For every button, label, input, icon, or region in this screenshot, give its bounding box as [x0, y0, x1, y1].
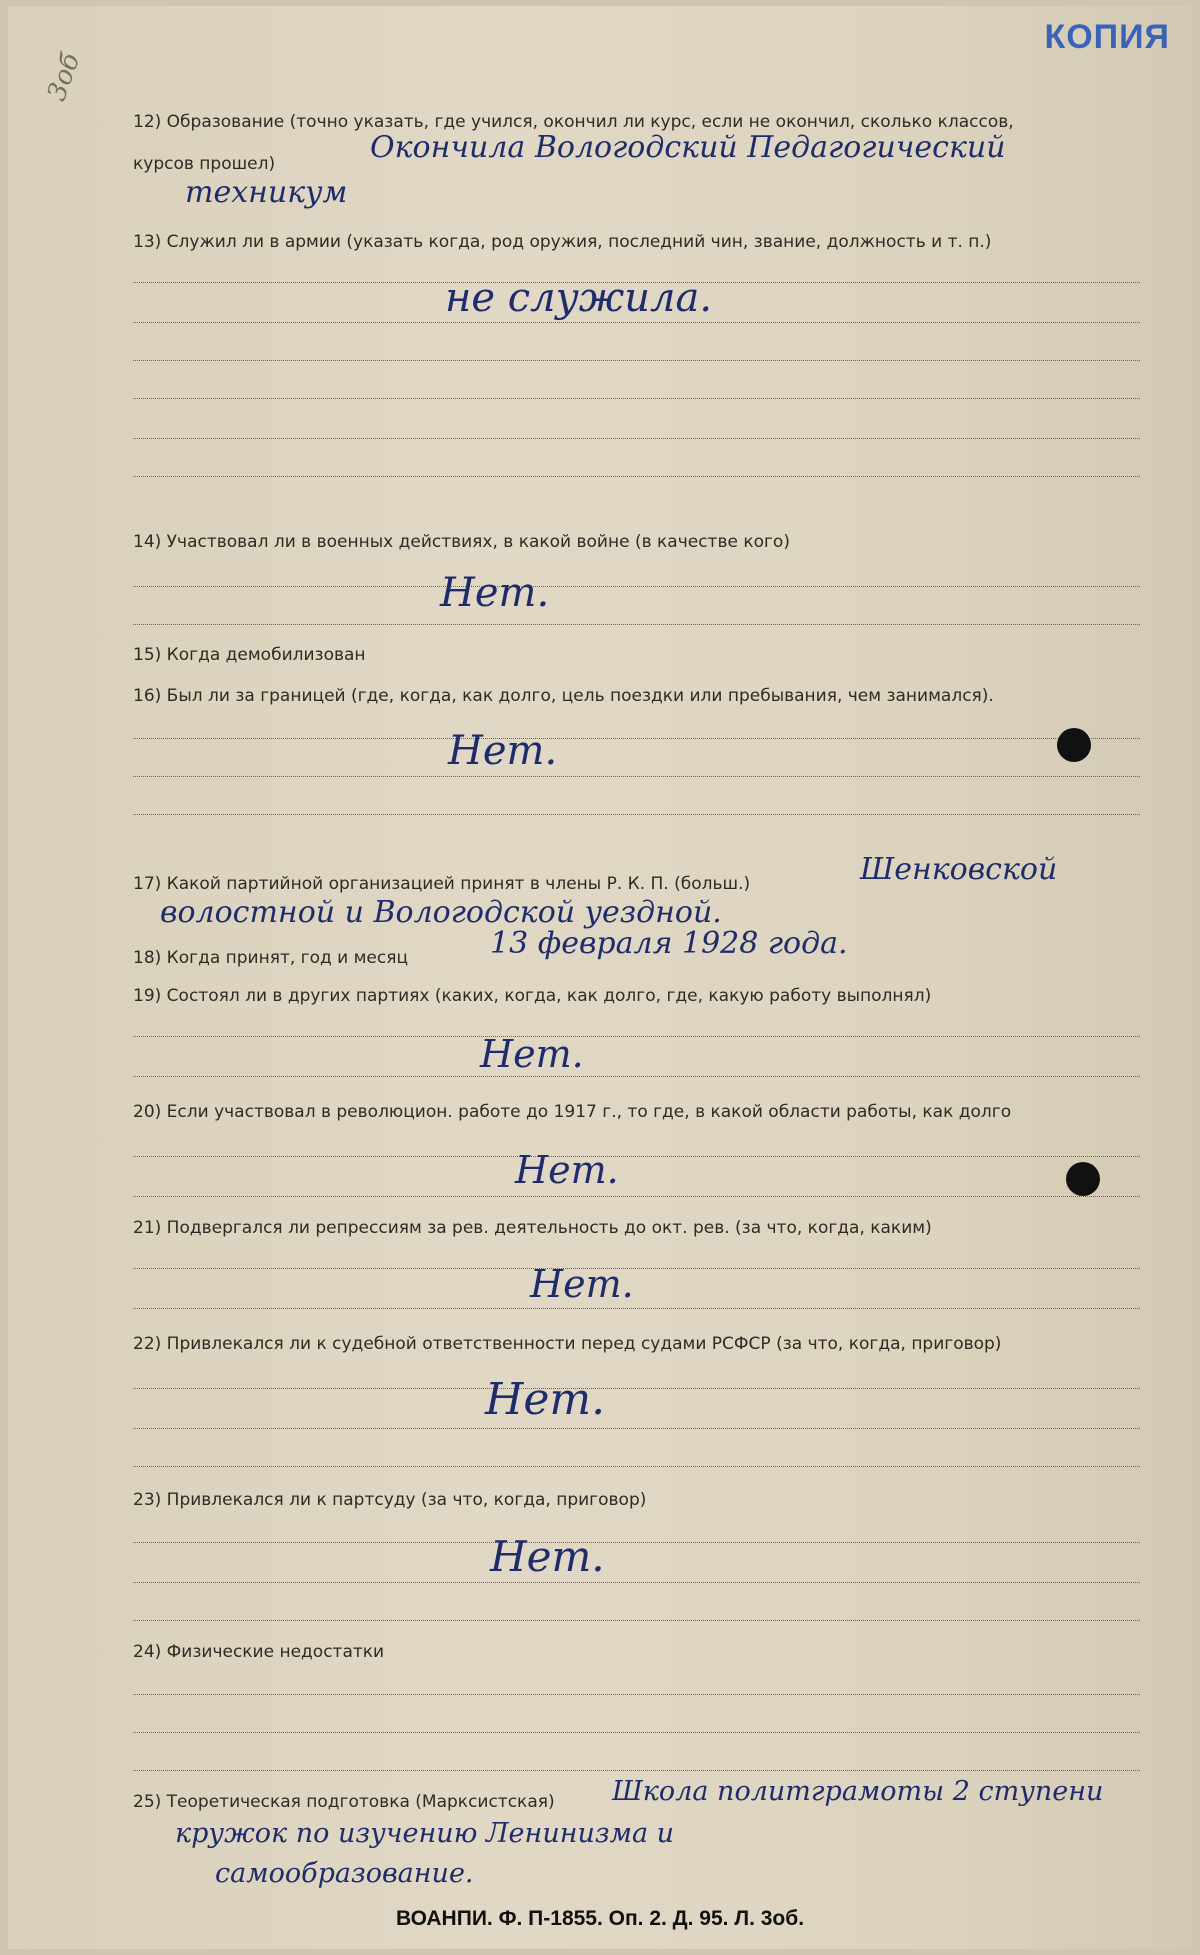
question-22: 22) Привлекался ли к судебной ответственности перед судами РСФСР (за что, когда, приговор)	[133, 1334, 1002, 1354]
question-21: 21) Подвергался ли репрессиям за рев. деятельность до окт. рев. (за что, когда, каким)	[133, 1218, 932, 1238]
answer-line	[133, 1732, 1140, 1733]
answer-line	[133, 360, 1140, 361]
answer-17-line1: Шенковской	[860, 852, 1058, 887]
answer-25-line2: кружок по изучению Ленинизма и	[175, 1818, 675, 1849]
question-18: 18) Когда принят, год и месяц	[133, 948, 409, 968]
answer-line	[133, 586, 1140, 587]
answer-line	[133, 1268, 1140, 1269]
answer-19: Нет.	[480, 1032, 584, 1076]
answer-23: Нет.	[490, 1532, 605, 1581]
answer-17-line2: волостной и Вологодской уездной.	[160, 895, 722, 930]
answer-line	[133, 1428, 1140, 1429]
copy-stamp: КОПИЯ	[1044, 18, 1170, 56]
answer-line	[133, 1308, 1140, 1309]
punch-hole	[1057, 728, 1091, 762]
answer-line	[133, 1466, 1140, 1467]
answer-18: 13 февраля 1928 года.	[490, 926, 848, 961]
answer-16: Нет.	[448, 728, 558, 774]
answer-line	[133, 738, 1140, 739]
archive-reference: ВОАНПИ. Ф. П-1855. Оп. 2. Д. 95. Л. 3об.	[395, 1907, 805, 1930]
answer-line	[133, 814, 1140, 815]
answer-line	[133, 1582, 1140, 1583]
answer-25-line3: самообразование.	[215, 1858, 474, 1889]
question-14: 14) Участвовал ли в военных действиях, в какой войне (в качестве кого)	[133, 532, 790, 552]
question-24: 24) Физические недостатки	[133, 1642, 385, 1662]
answer-line	[133, 776, 1140, 777]
punch-hole	[1066, 1162, 1100, 1196]
answer-line	[133, 1770, 1140, 1771]
question-12: 12) Образование (точно указать, где учился, окончил ли курс, если не окончил, сколько классов,	[133, 112, 1014, 132]
answer-12-line1: Окончила Вологодский Педагогический	[370, 130, 1006, 165]
question-23: 23) Привлекался ли к партсуду (за что, когда, приговор)	[133, 1490, 647, 1510]
question-16: 16) Был ли за границей (где, когда, как долго, цель поездки или пребывания, чем занимался).	[133, 686, 994, 706]
answer-line	[133, 398, 1140, 399]
answer-21: Нет.	[530, 1262, 634, 1306]
folio-number: 3об	[41, 49, 87, 105]
answer-20: Нет.	[515, 1148, 619, 1192]
answer-line	[133, 1036, 1140, 1037]
question-17: 17) Какой партийной организацией принят в члены Р. К. П. (больш.)	[133, 874, 751, 894]
answer-25-line1: Школа политграмоты 2 ступени	[612, 1776, 1104, 1807]
answer-line	[133, 1196, 1140, 1197]
answer-22: Нет.	[485, 1374, 606, 1425]
answer-line	[133, 322, 1140, 323]
answer-12-line2: техникум	[185, 175, 348, 210]
answer-line	[133, 1694, 1140, 1695]
question-25: 25) Теоретическая подготовка (Марксистская)	[133, 1792, 555, 1812]
question-20: 20) Если участвовал в революцион. работе до 1917 г., то где, в какой области работы, как долго	[133, 1102, 1012, 1122]
question-13: 13) Служил ли в армии (указать когда, род оружия, последний чин, звание, должность и т. п.)	[133, 232, 992, 252]
question-19: 19) Состоял ли в других партиях (каких, когда, как долго, где, какую работу выполнял)	[133, 986, 932, 1006]
answer-line	[133, 624, 1140, 625]
answer-line	[133, 1542, 1140, 1543]
question-15: 15) Когда демобилизован	[133, 645, 366, 665]
answer-line	[133, 476, 1140, 477]
answer-line	[133, 1156, 1140, 1157]
answer-14: Нет.	[440, 570, 550, 616]
question-12-line2: курсов прошел)	[133, 154, 276, 174]
answer-13: не служила.	[445, 275, 713, 321]
answer-line	[133, 1620, 1140, 1621]
answer-line	[133, 1076, 1140, 1077]
answer-line	[133, 1388, 1140, 1389]
answer-line	[133, 438, 1140, 439]
